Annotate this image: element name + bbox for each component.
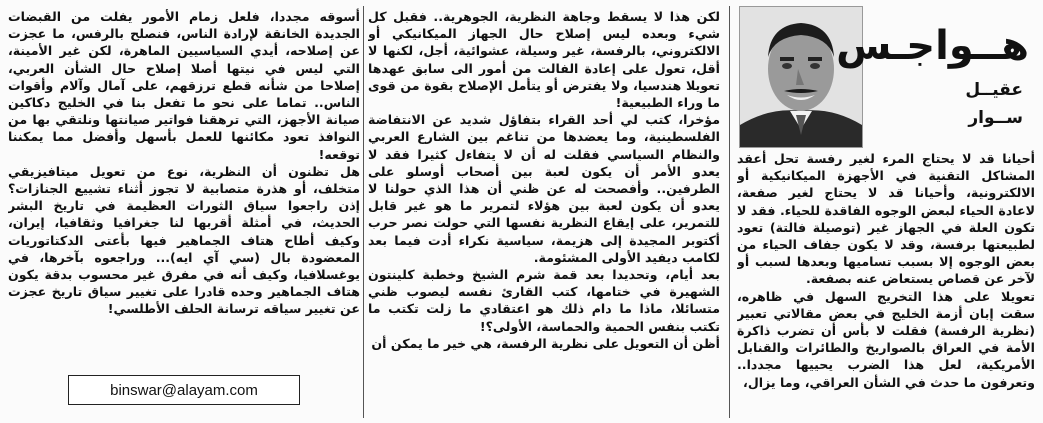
paragraph: هل تظنون أن النظرية، نوع من تعويل ميتافيزيقي متخلف، أو هذرة متصابية لا تجوز أثناء تشييع الجنازات؟ إذن راجعوا سياق الثورات العظيمة في تاريخ البشر الحديث، في أمثلة أقربها لنا جغرافيا وثقافيا، إيران، وكيف أطاح هتاف الجماهير فيها بأعتى الدكتاتوريات المعضودة بال (سي آي ايه)... وراجعوه بآخرها، في يوغسلافيا، وكيف أنه في مفرق غير محسوب بدقة يكون هتاف الجماهير وحده قادرا على تغيير سياق تاريخ عجزت عن تغيير سياقه ترسانة الحلف الأطلسي!: [8, 163, 360, 317]
author-last-name: ســوار: [968, 108, 1023, 128]
author-email-box: [68, 375, 300, 405]
column-header: [737, 6, 1037, 146]
paragraph: أظن أن التعويل على نظرية الرفسة، هي خير ما يمكن أن: [371, 335, 720, 351]
article-column-2: [368, 8, 720, 420]
author-email[interactable]: binswar@alayam.com: [110, 381, 258, 399]
paragraph: تعويلا على هذا التخريج السهل في ظاهره، سقت إبان أزمة الخليج في بعض مقالاتي تعبير (نظرية الرفسة) فقلت لا بأس أن تضرب ذاكرة الأمة في العراق بالصواريخ والطائرات والقنابل الأمريكية، لعل هذا الضرب يحييها مجددا.. وتعرفون ما حدث في الشأن العراقي، وما يزال،: [737, 288, 1035, 390]
article-column-1: [737, 150, 1035, 418]
column-divider: [729, 6, 730, 418]
paragraph: أحيانا قد لا يحتاج المرء لغير رفسة تحل أعقد المشاكل التقنية في الأجهزة الميكانيكية أو الالكترونية، وأحيانا قد لا يحتاج لغير صفعة، لاعادة الحياء لبعض الوجوه الفاقدة للحياء. فقد لا تكون العلة في الجهاز غير (توصيلة فالتة) تعود لطبيعتها برفسة، وقد لا يكون جفاف الحياء من بعض الوجوه إلا بسبب تساميها وبعدها لسبب أو لآخر عن قصاص يستعاض عنه بصفعة.: [737, 151, 1035, 287]
author-first-name: عقيــل: [965, 80, 1023, 100]
paragraph: أسوقه مجددا، فلعل زمام الأمور يفلت من القبضات الجديدة الخانقة لإرادة الناس، فنصلح بالرفس، ما عجزت عن إصلاحه، أيدي السياسيين الماهرة، لكن غير الأمينة، التي ليس في نيتها أصلا إصلاح حال الشأن العربي، إصلاحا من شأنه قطع ترزقهم، على آمال وآلام وأقوات الناس.. تماما على نحو ما تفعل بنا في الخليج دكاكين صيانة الأجهز، التي ترهقنا فواتير صيانتها ونلتقي بها من النوافذ تعود مكائنها للعمل بأسهل وأفضل مما يمكننا توقعه!: [8, 9, 360, 162]
paragraph: مؤخرا، كتب لي أحد القراء بتفاؤل شديد عن الانتفاضة الفلسطينية، وما يعضدها من تناغم بين الشارع العربي والنظام السياسي فقلت له أن لا يتفاءل كثيرا فقد لا يعدو الأمر أن يكون لعبة بين أصحاب أوسلو على الطرفين.. وأفصحت له عن ظني أن هذا الذي حولنا لا يعدو أن يكون لعبة بين هؤلاء لتمرير ما هو غير قابل للتمرير، على إيقاع النظرية نفسها التي حولت نصر حرب أكتوبر المجيدة إلى هزيمة، سياسية نكراء أدت فيما بعد لكامب ديفيد الأولى المشئومة.: [368, 112, 720, 265]
paragraph: لكن هذا لا يسقط وجاهة النظرية، الجوهرية.. فقبل كل شيء وبعده ليس إصلاح حال الجهاز الميكانيكي أو الالكتروني، بالرفسة، غير وسيلة، عشوائية، أجل، لكنها لا أقل، تعول على إعادة الفالت من أمور الى سابق عهدها تعويلا هندسيا، ولا يفترض أو يتأمل الإصلاح بقوة من قوى ما وراء الطبيعية!: [368, 9, 720, 111]
column-title: هــواجـس: [836, 23, 1029, 69]
column-divider: [363, 6, 364, 418]
article-column-3: [8, 8, 360, 372]
paragraph: بعد أيام، وتحديدا بعد قمة شرم الشيخ وخطبة كلينتون الشهيرة في ختامها، كتب القارئ نفسه ليصوب ظني متسائلا، ماذا ما دام ذلك هو اعتقادي ما زلت تكتب ما تكتب بنفس الحمية والحماسة، الأولى؟!: [368, 267, 720, 334]
